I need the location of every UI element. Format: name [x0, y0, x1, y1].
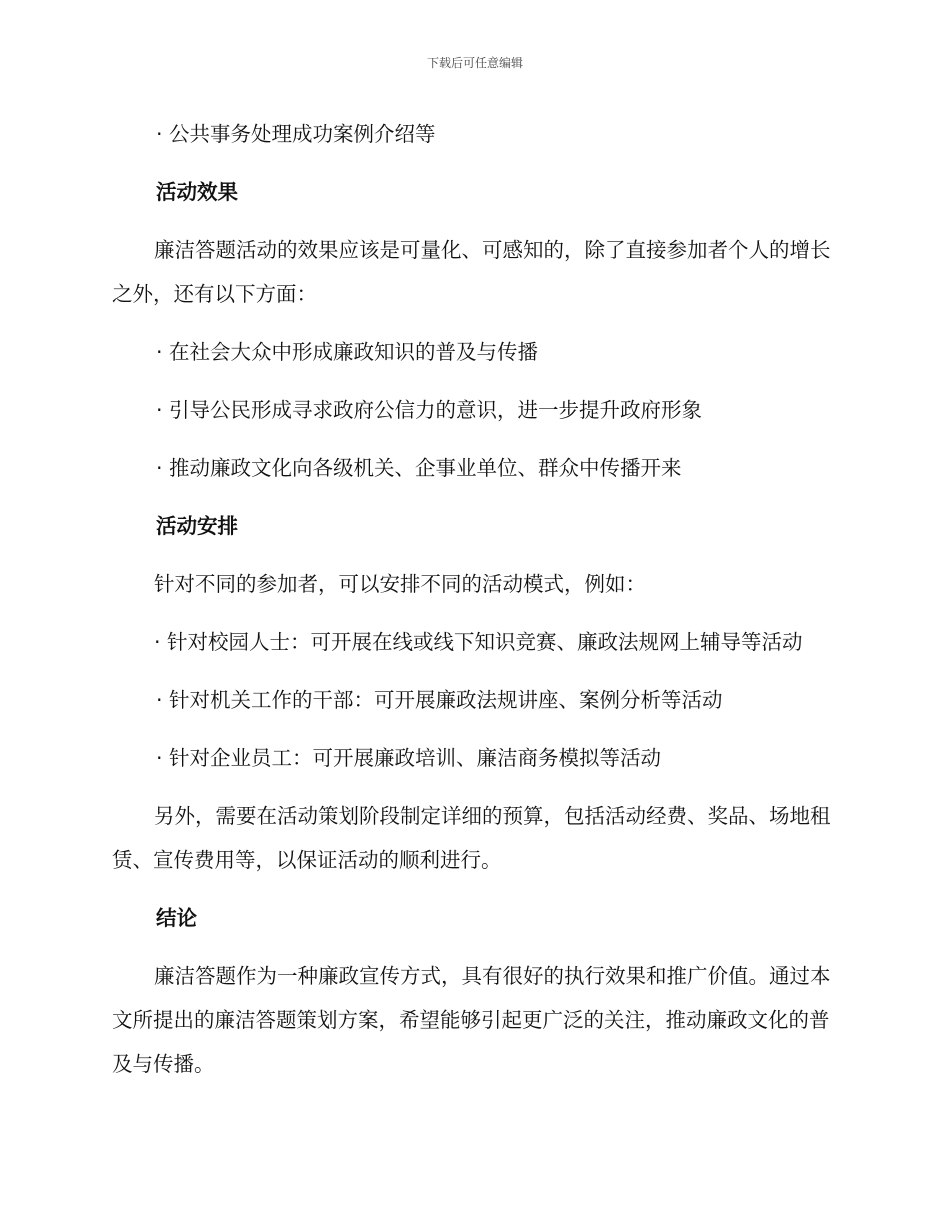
bullet-arrangement-1: · 针对校园人士：可开展在线或线下知识竞赛、廉政法规网上辅导等活动 — [154, 630, 803, 654]
bullet-arrangement-3: · 针对企业员工：可开展廉政培训、廉洁商务模拟等活动 — [156, 746, 662, 770]
document-body — [112, 112, 832, 1086]
paragraph-effect: 廉洁答题活动的效果应该是可量化、可感知的，除了直接参加者个人的增长之外，还有以下方面： — [112, 238, 831, 306]
header-note: 下载后可任意编辑 — [426, 56, 523, 70]
paragraph-arrangement: 针对不同的参加者，可以安排不同的活动模式，例如： — [154, 572, 646, 596]
heading-conclusion: 结论 — [156, 906, 197, 930]
bullet-public-affairs: · 公共事务处理成功案例介绍等 — [156, 122, 436, 146]
bullet-effect-1: · 在社会大众中形成廉政知识的普及与传播 — [156, 340, 539, 364]
bullet-arrangement-2: · 针对机关工作的干部：可开展廉政法规讲座、案例分析等活动 — [156, 688, 723, 712]
bullet-effect-2: · 引导公民形成寻求政府公信力的意识，进一步提升政府形象 — [156, 398, 703, 422]
heading-effect: 活动效果 — [156, 180, 238, 204]
paragraph-conclusion: 廉洁答题作为一种廉政宣传方式，具有很好的执行效果和推广价值。通过本文所提出的廉洁答题策划方案，希望能够引起更广泛的关注，推动廉政文化的普及与传播。 — [112, 964, 831, 1076]
bullet-effect-3: · 推动廉政文化向各级机关、企事业单位、群众中传播开来 — [156, 456, 682, 480]
heading-arrangement: 活动安排 — [156, 514, 238, 538]
paragraph-budget: 另外，需要在活动策划阶段制定详细的预算，包括活动经费、奖品、场地租赁、宣传费用等，以保证活动的顺利进行。 — [112, 804, 831, 872]
